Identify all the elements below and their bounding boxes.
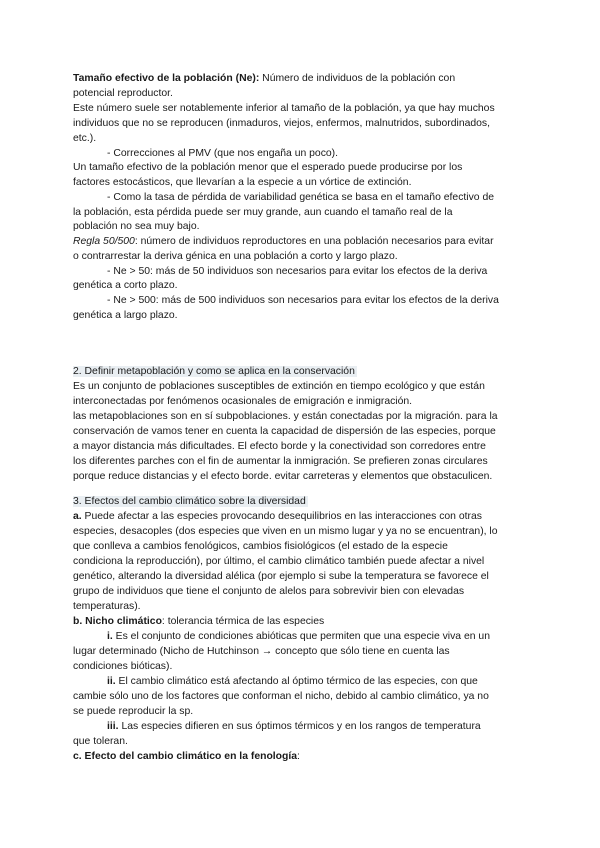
text-line: condiciona la reproducción), por último, el cambio climático también puede afectar a nivel <box>73 556 485 567</box>
text-line: o contrarrestar la deriva génica en una población a corto y largo plazo. <box>73 251 398 262</box>
text-line: se puede reproducir la sp. <box>73 706 194 717</box>
text-line: temperaturas). <box>73 601 141 612</box>
text-line: condiciones bióticas). <box>73 661 173 672</box>
bullet-line: - Ne > 500: más de 500 individuos son necesarios para evitar los efectos de la deriva <box>107 295 499 306</box>
text-line: genética a largo plazo. <box>73 310 178 321</box>
text-line: que conlleva a cambios fenológicos, cambios fisiológicos (el estado de la especie <box>73 541 448 552</box>
text-line: etc.). <box>73 133 97 144</box>
item-ii-line: ii. El cambio climático está afectando al óptimo térmico de las especies, con que <box>107 676 478 687</box>
text-line: Un tamaño efectivo de la población menor que el esperado puede producirse por los <box>73 162 463 173</box>
text-line: factores estocásticos, que llevarían a la especie a un vórtice de extinción. <box>73 177 412 188</box>
item-i-line: i. Es el conjunto de condiciones abióticas que permiten que una especie viva en un <box>107 631 490 642</box>
text-line: que toleran. <box>73 736 128 747</box>
text-line: la población, esta pérdida puede ser muy grande, aun cuando el tamaño real de la <box>73 207 453 218</box>
bullet-line: - Como la tasa de pérdida de variabilidad genética se basa en el tamaño efectivo de <box>107 192 495 203</box>
text-line: porque reduce distancias y el efecto borde. evitar carreteras y elementos que obstaculicen. <box>73 471 493 482</box>
text-line: especies, desacoples (dos especies que viven en un mismo lugar y ya no se encuentran), lo <box>73 526 498 537</box>
text-line: interconectadas por fenómenos ocasionales de emigración e inmigración. <box>73 396 413 407</box>
text-line: individuos que no se reproducen (inmaduros, viejos, enfermos, malnutridos, subordinados, <box>73 118 491 129</box>
bullet-line: - Ne > 50: más de 50 individuos son necesarios para evitar los efectos de la deriva <box>107 266 488 277</box>
text-line: conservación de vamos tener en cuenta la capacidad de dispersión de las especies, porque <box>73 426 496 437</box>
text-line: grupo de individuos que tiene el conjunto de alelos para sobrevivir bien con elevadas <box>73 586 465 597</box>
text-line: cambie sólo uno de los factores que conforman el nicho, debido al cambio climático, ya no <box>73 691 489 702</box>
text-line: los diferentes parches con el fin de aumentar la inmigración. Se prefieren zonas circulares <box>73 456 488 467</box>
text-line: población no sea muy bajo. <box>73 221 200 232</box>
section-heading-metapoblacion: 2. Definir metapoblación y como se aplica en la conservación <box>73 366 355 377</box>
item-a-line: a. Puede afectar a las especies provocando desequilibrios en las interacciones con otras <box>73 511 482 522</box>
text-line: a mayor distancia más dificultades. El efecto borde y la conectividad son corredores entre <box>73 441 486 452</box>
text-line: lugar determinado (Nicho de Hutchinson → concepto que sólo tiene en cuenta las <box>73 646 450 657</box>
section-heading-cambio-climatico: 3. Efectos del cambio climático sobre la diversidad <box>73 496 306 507</box>
bullet-line: - Correcciones al PMV (que nos engaña un poco). <box>107 148 339 159</box>
text-line: potencial reproductor. <box>73 88 173 99</box>
regla-line: Regla 50/500: número de individuos reproductores en una población necesarios para evitar <box>73 236 494 247</box>
text-line: las metapoblaciones son en sí subpoblaciones. y están conectadas por la migración. para la <box>73 411 498 422</box>
ne-term: Tamaño efectivo de la población (Ne): <box>73 73 260 84</box>
ne-definition-line: Tamaño efectivo de la población (Ne): Número de individuos de la población con <box>73 73 456 84</box>
text-line: Este número suele ser notablemente inferior al tamaño de la población, ya que hay muchos <box>73 103 495 114</box>
item-c-line: c. Efecto del cambio climático en la fenología: <box>73 751 300 762</box>
text-line: genética a corto plazo. <box>73 280 178 291</box>
item-iii-line: iii. Las especies difieren en sus óptimos térmicos y en los rangos de temperatura <box>107 721 481 732</box>
text-line: Es un conjunto de poblaciones susceptibles de extinción en tiempo ecológico y que están <box>73 381 485 392</box>
regla-term: Regla 50/500 <box>73 236 135 247</box>
text-line: genético, alterando la diversidad alélica (por ejemplo si sube la temperatura se favorece el <box>73 571 489 582</box>
item-b-line: b. Nicho climático: tolerancia térmica de las especies <box>73 616 325 627</box>
